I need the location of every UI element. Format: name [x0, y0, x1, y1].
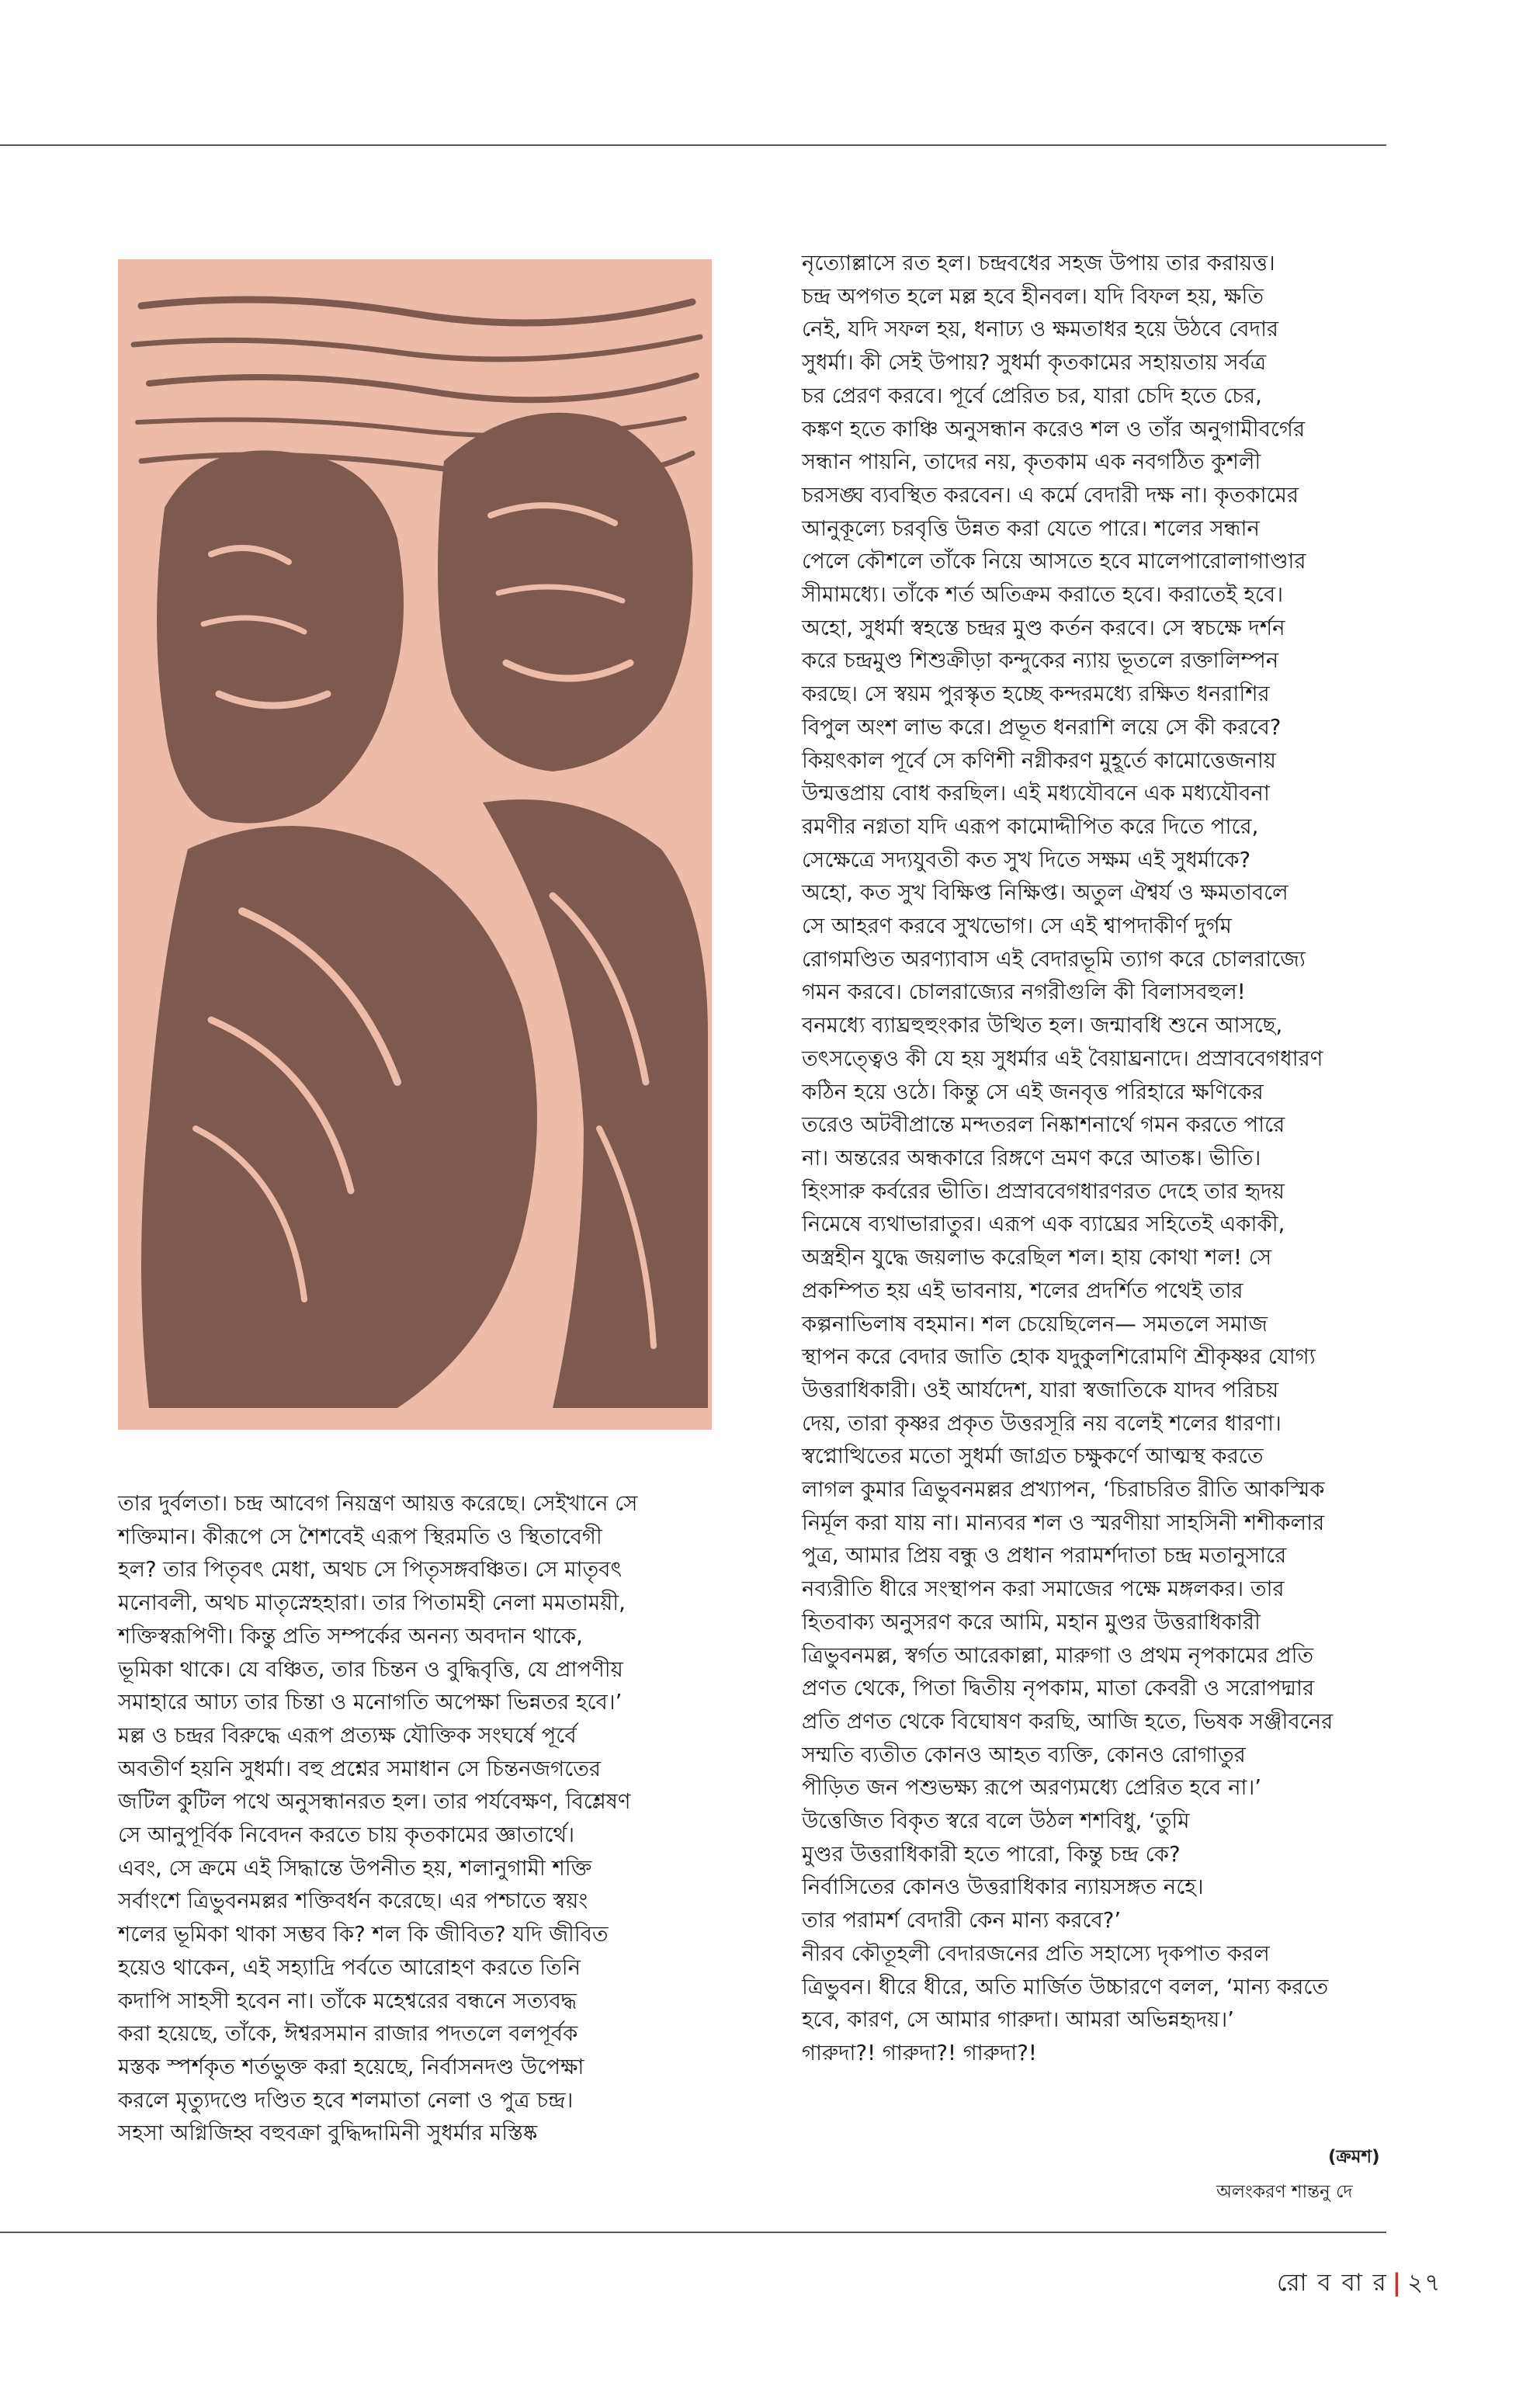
- text-line: সর্বাংশে ত্রিভুবনমল্লর শক্তিবর্ধন করেছে। এর পশ্চাতে স্বয়ং: [118, 1888, 588, 1914]
- magazine-name: রো ব বা র: [1277, 2269, 1388, 2297]
- text-line: কদাপি সাহসী হবেন না। তাঁকে মহেশ্বরের বন্ধনে সত্যবদ্ধ: [118, 1988, 577, 2013]
- text-line: চন্দ্র অপগত হলে মল্ল হবে হীনবল। যদি বিফল হয়, ক্ষতি: [802, 283, 1264, 309]
- woodcut-illustration: [118, 259, 712, 1430]
- text-line: ত্রিভুবন। ধীরে ধীরে, অতি মার্জিত উচ্চারণে বলল, ‘মান্য করতে: [802, 1974, 1329, 1999]
- text-line: নব্যরীতি ধীরে সংস্থাপন করা সমাজের পক্ষে মঙ্গলকর। তার: [802, 1576, 1285, 1602]
- text-line: বনমধ্যে ব্যাঘ্রহুহুংকার উত্থিত হল। জন্মাবধি শুনে আসছে,: [802, 1013, 1283, 1039]
- text-line: অবতীর্ণ হয়নি সুধর্মা। বহু প্রশ্নের সমাধান সে চিন্তনজগতের: [118, 1756, 601, 1781]
- text-line: নীরব কৌতূহলী বেদারজনের প্রতি সহাস্যে দৃকপাত করল: [802, 1940, 1270, 1966]
- top-rule: [0, 144, 1386, 146]
- text-line: হবে, কারণ, সে আমার গারুদা। আমরা অভিন্নহৃদয়।’: [802, 2007, 1234, 2033]
- text-line: সহসা অগ্নিজিহ্ব বহুবক্রা বুদ্ধিদ্দামিনী সুধর্মার মস্তিষ্ক: [118, 2121, 538, 2146]
- text-line: কল্পনাভিলাষ বহমান। শল চেয়েছিলেন— সমতলে সমাজ: [802, 1311, 1268, 1337]
- text-line: হিংসারু কর্বরের ভীতি। প্রস্রাববেগধারণরত দেহে তার হৃদয়: [802, 1178, 1285, 1204]
- text-line: লাগল কুমার ত্রিভুবনমল্লর প্রখ্যাপন, ‘চিরাচরিত রীতি আকস্মিক: [802, 1477, 1325, 1503]
- text-line: নৃত্যোল্লাসে রত হল। চন্দ্রবধের সহজ উপায় তার করায়ত্ত।: [802, 251, 1275, 276]
- text-line: করছে। সে স্বয়ম পুরস্কৃত হচ্ছে কন্দরমধ্যে রক্ষিত ধনরাশির: [802, 681, 1270, 707]
- text-line: দেয়, তারা কৃষ্ণর প্রকৃত উত্তরসূরি নয় বলেই শলের ধারণা।: [802, 1410, 1282, 1436]
- text-line: রোগমণ্ডিত অরণ্যাবাস এই বেদারভূমি ত্যাগ করে চোলরাজ্যে: [802, 946, 1306, 972]
- text-line: সম্মতি ব্যতীত কোনও আহত ব্যক্তি, কোনও রোগাতুর: [802, 1742, 1246, 1767]
- text-line: প্রণত থেকে, পিতা দ্বিতীয় নৃপকাম, মাতা কেবরী ও সরোপদ্মার: [802, 1676, 1315, 1701]
- text-line: প্রকম্পিত হয় এই ভাবনায়, শলের প্রদর্শিত পথেই তার: [802, 1278, 1243, 1303]
- text-line: মস্তক স্পর্শকৃত শর্তভুক্ত করা হয়েছে, নির্বাসনদণ্ড উপেক্ষা: [118, 2054, 584, 2079]
- article-right-column: [802, 247, 1407, 2070]
- text-line: গমন করবে। চোলরাজ্যের নগরীগুলি কী বিলাসবহুল!: [802, 980, 1246, 1005]
- text-line: পুত্র, আমার প্রিয় বন্ধু ও প্রধান পরামর্শদাতা চন্দ্র মতানুসারে: [802, 1543, 1287, 1569]
- text-line: প্রতি প্রণত থেকে বিঘোষণ করছি, আজি হতে, ভিষক সঞ্জীবনের: [802, 1708, 1334, 1734]
- text-line: অহো, কত সুখ বিক্ষিপ্ত নিক্ষিপ্ত। অতুল ঐশ্বর্য ও ক্ষমতাবলে: [802, 880, 1289, 906]
- bottom-rule: [0, 2232, 1386, 2233]
- illustration-credit: অলংকরণ শান্তনু দে: [1216, 2182, 1353, 2202]
- text-line: করলে মৃত্যুদণ্ডে দণ্ডিত হবে শলমাতা নেলা ও পুত্র চন্দ্র।: [118, 2087, 574, 2113]
- text-line: কঠিন হয়ে ওঠে। কিন্তু সে এই জনবৃত্ত পরিহারে ক্ষণিকের: [802, 1079, 1264, 1105]
- article-left-column: [118, 1487, 723, 2150]
- text-line: উত্তেজিত বিকৃত স্বরে বলে উঠল শশবিধু, ‘তুমি: [802, 1809, 1190, 1834]
- text-line: উত্তরাধিকারী। ওই আর্যদেশ, যারা স্বজাতিকে যাদব পরিচয়: [802, 1377, 1279, 1403]
- text-line: সেক্ষেত্রে সদ্যযুবতী কত সুখ দিতে সক্ষম এই সুধর্মাকে?: [802, 847, 1251, 872]
- text-line: ভূমিকা থাকে। যে বঞ্চিত, তার চিন্তন ও বুদ্ধিবৃত্তি, যে প্রাপণীয়: [118, 1656, 623, 1682]
- text-line: না। অন্তরের অন্ধকারে রিঙ্গণে ভ্রমণ করে আতঙ্ক। ভীতি।: [802, 1145, 1261, 1170]
- text-line: কিয়ৎকাল পূর্বে সে কণিশী নগ্নীকরণ মুহূর্তে কামোত্তেজনায়: [802, 747, 1276, 773]
- continued-label: (ক্রমশ): [1328, 2147, 1380, 2167]
- text-line: নির্বাসিতের কোনও উত্তরাধিকার ন্যায়সঙ্গত নহে।: [802, 1875, 1204, 1900]
- text-line: বিপুল অংশ লাভ করে। প্রভূত ধনরাশি লয়ে সে কী করবে?: [802, 714, 1282, 740]
- text-line: শক্তিস্বরূপিণী। কিন্তু প্রতি সম্পর্কের অনন্য অবদান থাকে,: [118, 1623, 583, 1649]
- text-line: সীমামধ্যে। তাঁকে শর্ত অতিক্রম করাতে হবে। করাতেই হবে।: [802, 582, 1284, 608]
- text-line: অহো, সুধর্মা স্বহস্তে চন্দ্রর মুণ্ড কর্তন করবে। সে স্বচক্ষে দর্শন: [802, 615, 1285, 640]
- text-line: এবং, সে ক্রমে এই সিদ্ধান্তে উপনীত হয়, শলানুগামী শক্তি: [118, 1855, 592, 1881]
- text-line: তৎসত্ত্বেও কী যে হয় সুধর্মার এই বৈয়াঘ্রনাদে। প্রস্রাববেগধারণ: [802, 1046, 1323, 1071]
- text-line: নেই, যদি সফল হয়, ধনাঢ্য ও ক্ষমতাধর হয়ে উঠবে বেদার: [802, 317, 1279, 342]
- text-line: চরসঙ্ঘ ব্যবস্থিত করবেন। এ কর্মে বেদারী দক্ষ না। কৃতকামের: [802, 482, 1299, 508]
- text-line: তরেও অটবীপ্রান্তে মন্দতরল নিষ্কাশনার্থে গমন করতে পারে: [802, 1112, 1285, 1138]
- text-line: উন্মত্তপ্রায় বোধ করছিল। এই মধ্যযৌবনে এক মধ্যযৌবনা: [802, 781, 1270, 806]
- text-line: তার দুর্বলতা। চন্দ্র আবেগ নিয়ন্ত্রণ আয়ত্ত করেছে। সেইখানে সে: [118, 1491, 638, 1516]
- text-line: মনোবলী, অথচ মাতৃস্নেহহারা। তার পিতামহী নেলা মমতাময়ী,: [118, 1590, 626, 1616]
- text-line: হিতবাক্য অনুসরণ করে আমি, মহান মুণ্ডর উত্তরাধিকারী: [802, 1609, 1261, 1635]
- text-line: তার পরামর্শ বেদারী কেন মান্য করবে?’: [802, 1908, 1122, 1933]
- text-line: গারুদা?! গারুদা?! গারুদা?!: [802, 2040, 1037, 2065]
- text-line: রমণীর নগ্নতা যদি এরূপ কামোদ্দীপিত করে দিতে পারে,: [802, 813, 1259, 839]
- text-line: করা হয়েছে, তাঁকে, ঈশ্বরসমান রাজার পদতলে বলপূর্বক: [118, 2021, 578, 2047]
- text-line: সমাহারে আঢ্য তার চিন্তা ও মনোগতি অপেক্ষা ভিন্নতর হবে।’: [118, 1690, 623, 1715]
- text-line: কঙ্কণ হতে কাঞ্চি অনুসন্ধান করেও শল ও তাঁর অনুগামীবর্গের: [802, 416, 1306, 442]
- footer-separator: |: [1392, 2269, 1403, 2297]
- text-line: পেলে কৌশলে তাঁকে নিয়ে আসতে হবে মালেপারোলাগাণ্ডার: [802, 549, 1306, 574]
- text-line: হয়েও থাকেন, এই সহ্যাদ্রি পর্বতে আরোহণ করতে তিনি: [118, 1954, 581, 1980]
- text-line: পীড়িত জন পশুভক্ষ্য রূপে অরণ্যমধ্যে প্রেরিত হবে না।’: [802, 1775, 1262, 1801]
- text-line: সে আহরণ করবে সুখভোগ। সে এই শ্বাপদাকীর্ণ দুর্গম: [802, 914, 1232, 939]
- text-line: স্বপ্নোত্থিতের মতো সুধর্মা জাগ্রত চক্ষুকর্ণে আত্মস্থ করতে: [802, 1444, 1264, 1469]
- page-number: ২৭: [1407, 2269, 1442, 2297]
- text-line: করে চন্দ্রমুণ্ড শিশুক্রীড়া কন্দুকের ন্যায় ভূতলে রক্তালিম্পন: [802, 648, 1279, 674]
- text-line: শলের ভূমিকা থাকা সম্ভব কি? শল কি জীবিত? যদি জীবিত: [118, 1922, 609, 1947]
- text-line: সন্ধান পায়নি, তাদের নয়, কৃতকাম এক নবগঠিত কুশলী: [802, 449, 1261, 475]
- text-line: অস্ত্রহীন যুদ্ধে জয়লাভ করেছিল শল। হায় কোথা শল! সে: [802, 1245, 1272, 1271]
- text-line: নিমেষে ব্যথাভারাতুর। এরূপ এক ব্যাঘ্রের সহিতেই একাকী,: [802, 1212, 1285, 1237]
- text-line: ত্রিভুবনমল্ল, স্বর্গত আরেকাল্লা, মারুগা ও প্রথম নৃপকামের প্রতি: [802, 1642, 1314, 1668]
- page-footer: [1277, 2264, 1441, 2305]
- text-line: হল? তার পিতৃবৎ মেধা, অথচ সে পিতৃসঙ্গবঞ্চিত। সে মাতৃবৎ: [118, 1557, 623, 1583]
- text-line: স্থাপন করে বেদার জাতি হোক যদুকুলশিরোমণি শ্রীকৃষ্ণর যোগ্য: [802, 1344, 1316, 1370]
- text-line: মল্ল ও চন্দ্রর বিরুদ্ধে এরূপ প্রত্যক্ষ যৌক্তিক সংঘর্ষে পূর্বে: [118, 1722, 577, 1748]
- text-line: মুণ্ডর উত্তরাধিকারী হতে পারো, কিন্তু চন্দ্র কে?: [802, 1841, 1181, 1867]
- text-line: সুধর্মা। কী সেই উপায়? সুধর্মা কৃতকামের সহায়তায় সর্বত্র: [802, 350, 1267, 376]
- text-line: চর প্রেরণ করবে। পূর্বে প্রেরিত চর, যারা চেদি হতে চের,: [802, 383, 1262, 408]
- text-line: শক্তিমান। কীরূপে সে শৈশবেই এরূপ স্থিরমতি ও স্থিতাবেগী: [118, 1524, 602, 1549]
- text-line: আনুকূল্যে চরবৃত্তি উন্নত করা যেতে পারে। শলের সন্ধান: [802, 515, 1260, 541]
- text-line: সে আনুপূর্বিক নিবেদন করতে চায় কৃতকামের জ্ঞাতার্থে।: [118, 1822, 575, 1848]
- woodcut-artwork: [118, 259, 712, 1430]
- text-line: নির্মূল করা যায় না। মান্যবর শল ও স্মরণীয়া সাহসিনী শশীকলার: [802, 1510, 1325, 1535]
- text-line: জটিল কুটিল পথে অনুসন্ধানরত হল। তার পর্যবেক্ষণ, বিশ্লেষণ: [118, 1789, 631, 1815]
